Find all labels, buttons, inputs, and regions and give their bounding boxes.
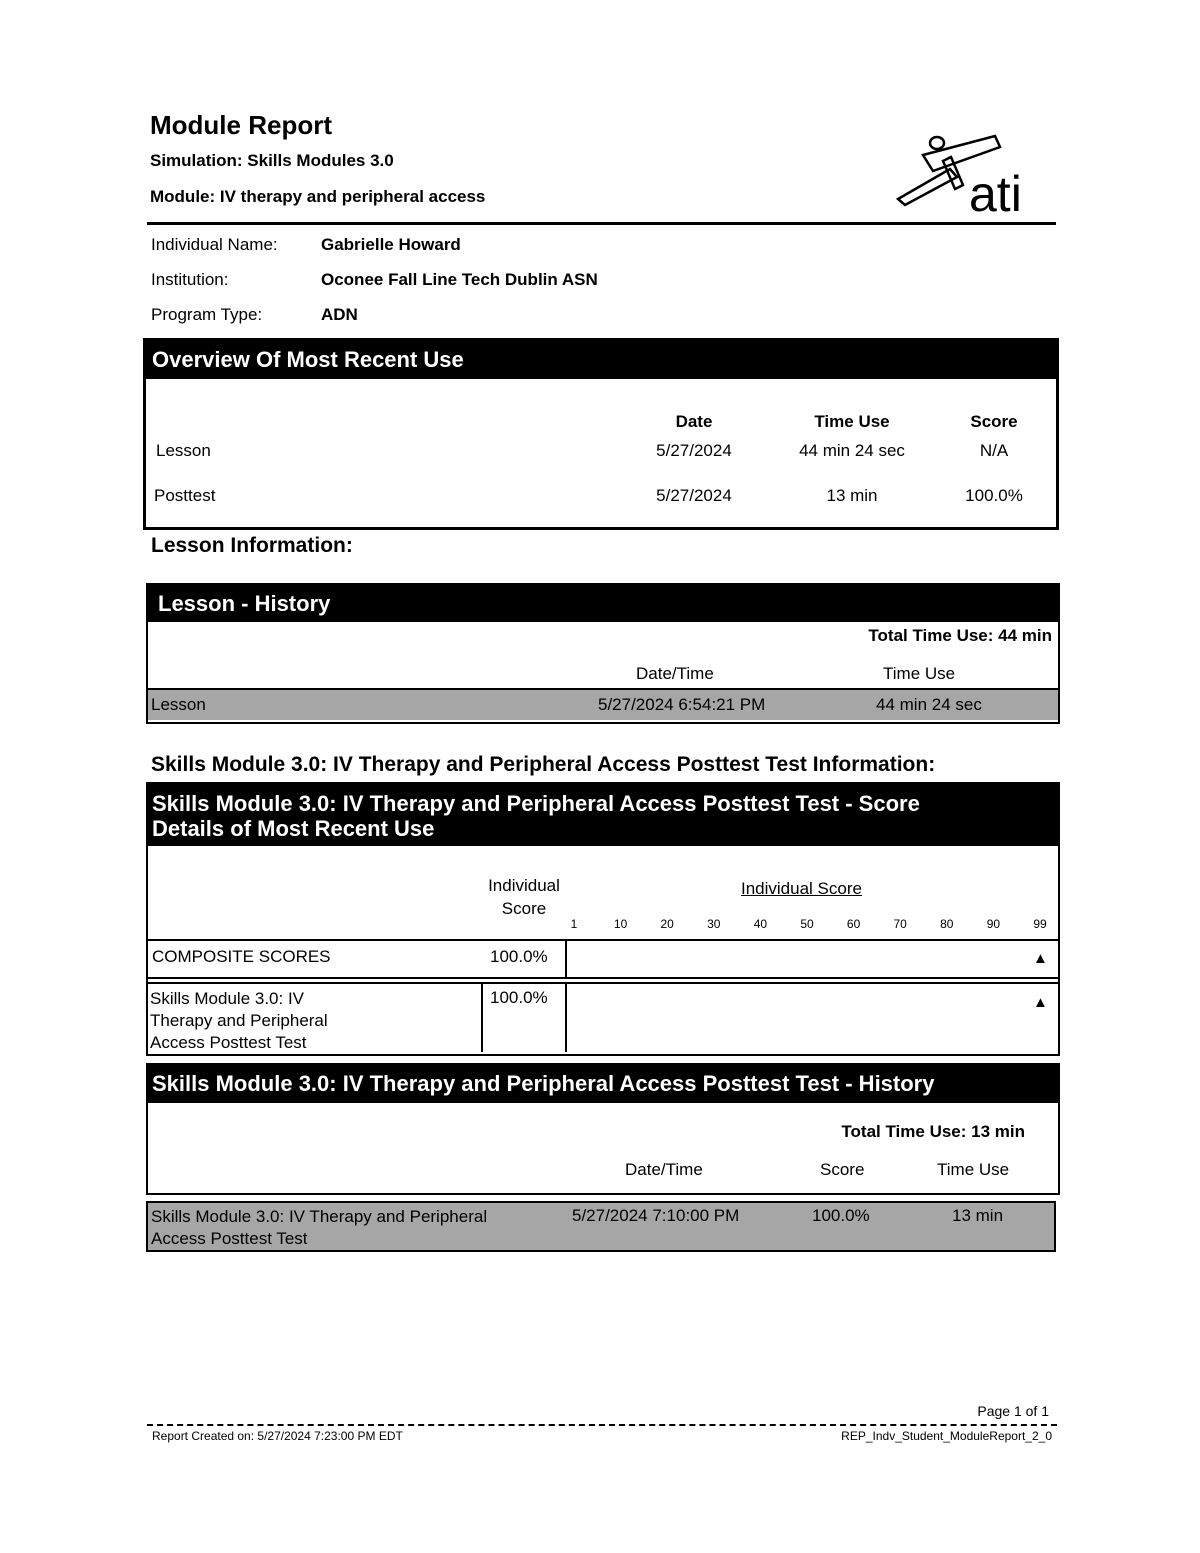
posttest-history-title: Skills Module 3.0: IV Therapy and Peripheral Access Posttest Test - History [148,1065,1058,1103]
overview-title: Overview Of Most Recent Use [146,341,1056,379]
module-score-label [150,988,328,1054]
institution-value: Oconee Fall Line Tech Dublin ASN [321,270,598,289]
ati-logo [895,133,1040,215]
posttest-col-score: Score [820,1160,865,1179]
individual-score-header-line2: Score [501,899,547,918]
overview-col-date: Date [675,412,713,431]
module-score: 100.0% [490,988,548,1007]
program-value: ADN [321,305,358,324]
posttest-info-heading: Skills Module 3.0: IV Therapy and Peripheral Access Posttest Test Information: [151,753,936,776]
ati-logo-text: ati [969,166,1022,215]
score-details-title-line1: Skills Module 3.0: IV Therapy and Peripheral Access Posttest Test - Score [152,791,920,816]
posttest-history-row [146,1201,1056,1252]
tick-label: 70 [893,917,907,931]
footer-rule [147,1424,1057,1426]
posttest-row-label-line1: Skills Module 3.0: IV Therapy and Peripheral [151,1207,488,1226]
overview-row-time: 44 min 24 sec [799,441,905,460]
report-title: Module Report [150,110,332,140]
composite-marker: ▲ [1033,950,1048,967]
simulation-line: Simulation: Skills Modules 3.0 [150,151,394,170]
posttest-col-timeuse: Time Use [937,1160,1010,1179]
tick-label: 1 [570,917,578,931]
individual-score-header [468,874,580,920]
overview-row-score: N/A [979,441,1009,460]
posttest-row-label-line2: Access Posttest Test [151,1229,308,1248]
score-details-section [146,782,1060,1056]
overview-row-label: Posttest [154,486,216,505]
posttest-total-time: Total Time Use: 13 min [841,1122,1025,1141]
score-details-title [148,784,1058,846]
overview-row-time: 13 min [826,486,878,505]
tick-label: 20 [660,917,674,931]
overview-row-date: 5/27/2024 [656,441,732,460]
posttest-row-label [151,1206,487,1250]
tick-label: 99 [1033,917,1047,931]
tick-label: 90 [986,917,1001,931]
posttest-row-score: 100.0% [812,1206,870,1225]
tick-label: 40 [753,917,768,931]
lesson-history-row [148,688,1058,720]
header-rule [147,222,1056,225]
posttest-row-time: 13 min [952,1206,1004,1225]
lesson-row-label: Lesson [151,695,206,714]
posttest-row-datetime: 5/27/2024 7:10:00 PM [572,1206,740,1225]
score-details-title-line2: Details of Most Recent Use [152,816,435,841]
lesson-row-datetime: 5/27/2024 6:54:21 PM [598,695,766,714]
tick-label: 60 [846,917,861,931]
lesson-row-time: 44 min 24 sec [876,695,982,714]
row-rule [148,977,1058,979]
overview-col-time: Time Use [814,412,890,431]
module-marker: ▲ [1033,994,1048,1011]
module-divider-right [565,984,567,1052]
lesson-history-section [146,583,1060,724]
overview-section [143,338,1059,530]
institution-label: Institution: [151,270,229,289]
posttest-col-datetime: Date/Time [625,1160,703,1179]
lesson-col-datetime: Date/Time [636,664,714,683]
individual-score-header-line1: Individual [488,876,560,895]
overview-row-score: 100.0% [965,486,1023,505]
module-score-row [148,984,1058,1052]
module-divider-left [481,984,483,1052]
lesson-info-heading: Lesson Information: [151,534,353,557]
tick-label: 30 [707,917,721,931]
lesson-col-timeuse: Time Use [883,664,956,683]
tick-label: 10 [613,917,628,931]
module-line: Module: IV therapy and peripheral access [150,187,486,206]
ati-logo-graphic [895,133,1040,215]
tick-label: 50 [800,917,814,931]
program-label: Program Type: [151,305,263,324]
overview-col-score: Score [970,412,1018,431]
posttest-history-section [146,1063,1060,1195]
composite-score: 100.0% [490,947,548,966]
lesson-history-title: Lesson - History [148,585,1058,622]
module-score-label-line3: Access Posttest Test [150,1033,307,1052]
composite-label: COMPOSITE SCORES [152,947,331,966]
overview-row-label: Lesson [156,441,211,460]
tick-label: 80 [940,917,954,931]
lesson-total-time: Total Time Use: 44 min [868,626,1052,645]
composite-divider [565,941,567,977]
module-score-label-line1: Skills Module 3.0: IV [150,989,305,1008]
composite-row [148,941,1058,977]
name-value: Gabrielle Howard [321,235,461,254]
report-id: REP_Indv_Student_ModuleReport_2_0 [841,1429,1052,1443]
report-created: Report Created on: 5/27/2024 7:23:00 PM EDT [152,1429,403,1443]
page-number: Page 1 of 1 [977,1403,1049,1419]
overview-row-date: 5/27/2024 [656,486,732,505]
name-label: Individual Name: [151,235,278,254]
module-score-label-line2: Therapy and Peripheral [150,1011,328,1030]
individual-score-scale-label: Individual Score [741,879,862,898]
